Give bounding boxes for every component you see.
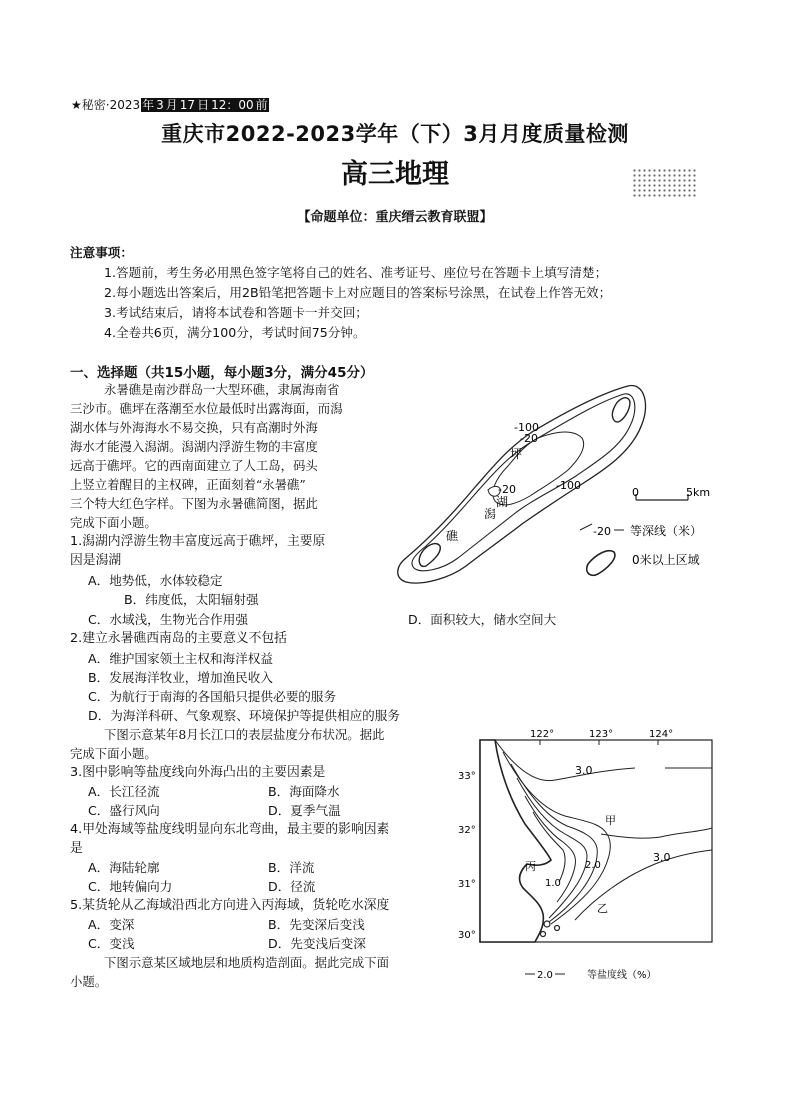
q5-option-c: C．变浅 (88, 936, 135, 951)
isohaline-label: 3.0 (653, 851, 671, 864)
q4-option-c: C．地转偏向力 (88, 879, 173, 894)
q3-option-c: C．盛行风向 (88, 803, 160, 818)
note-item: 4.全卷共6页，满分100分，考试时间75分钟。 (104, 325, 366, 340)
secret-part: ★秘密·2023 (71, 98, 141, 112)
secret-part: 12：00 (211, 98, 254, 112)
question-2-stem: 2.建立永暑礁西南岛的主要意义不包括 (70, 631, 287, 646)
secret-part: 3 (156, 98, 164, 112)
ne-islet (612, 398, 630, 422)
contour-label: -100 (556, 479, 581, 492)
scale-zero: 0 (632, 486, 639, 499)
island (555, 926, 560, 931)
intro-line: 海水才能漫入潟湖。潟湖内浮游生物的丰富度 (70, 439, 318, 454)
q3-option-a: A．长江径流 (88, 784, 160, 799)
secret-part: 月 (165, 98, 178, 112)
question-4-stem (70, 820, 389, 858)
q1-option-c: C．水域浅，生物光合作用强 (88, 612, 248, 627)
author-unit: 【命题单位：重庆缙云教育联盟】 (297, 210, 493, 225)
place-label: 潟 (484, 507, 497, 521)
intro-line: 小题。 (70, 974, 108, 989)
q3-option-b: B．海面降水 (268, 784, 340, 799)
scale-end: 5km (686, 486, 711, 499)
section-title: 一、选择题（共15小题，每小题3分，满分45分） (70, 365, 374, 381)
isohaline-label: 1.0 (545, 878, 561, 889)
lon-label: 123° (589, 729, 614, 740)
legend-area-swatch (587, 551, 615, 576)
confidential-line (70, 97, 269, 113)
note-item: 3.考试结束后，请将本试卷和答题卡一并交回； (104, 305, 368, 320)
lat-label: 30° (458, 930, 476, 941)
place-label: 湖 (496, 495, 509, 509)
secret-part: 17 (179, 98, 196, 112)
place-label: 丙 (525, 860, 536, 873)
intro-line: 下图示意某区域地层和地质构造剖面。据此完成下面 (104, 955, 389, 970)
lat-label: 33° (458, 771, 476, 782)
question-3-stem: 3.图中影响等盐度线向外海凸出的主要因素是 (70, 765, 326, 780)
question-stem-line: 因是潟湖 (70, 553, 122, 568)
intro-line: 三沙市。礁坪在落潮至水位最低时出露海面，而潟 (70, 401, 343, 416)
lon-label: 122° (530, 729, 555, 740)
intro-line: 远高于礁坪。它的西南面建立了人工岛，码头 (70, 458, 318, 473)
q5-option-d: D．先变浅后变深 (268, 936, 366, 951)
intro-paragraph-2 (70, 725, 455, 763)
isohaline-label: 2.0 (585, 860, 601, 871)
q5-option-b: B．先变深后变浅 (268, 917, 365, 932)
legend-area-text: 0米以上区域 (632, 553, 700, 567)
contour-label: -100 (514, 421, 539, 434)
exam-title: 重庆市2022-2023学年（下）3月月度质量检测 (161, 122, 629, 146)
legend-text: 等盐度线（%） (587, 970, 657, 981)
intro-line: 上竖立着醒目的主权碑，正面刻着“永暑礁” (70, 477, 306, 492)
intro-line: 湖水体与外海海水不易交换，只有高潮时外海 (70, 420, 318, 435)
question-5-stem: 5.某货轮从乙海域沿西北方向进入丙海域，货轮吃水深度 (70, 898, 390, 913)
isohaline-label: 3.0 (575, 764, 593, 777)
intro-line: 完成下面小题。 (70, 746, 157, 761)
contour-label: -20 (498, 483, 516, 496)
place-label: 甲 (605, 814, 616, 827)
legend-contour-sample: -20 (593, 525, 611, 538)
secret-part: 年 (142, 98, 155, 112)
legend-contour-line (580, 524, 592, 530)
note-item: 1.答题前，考生务必用黑色签字笔将自己的姓名、准考证号、座位号在答题卡上填写清楚； (104, 265, 608, 280)
question-stem-line: 是 (70, 841, 83, 856)
notes-block (70, 243, 611, 343)
notes-heading: 注意事项： (70, 245, 133, 260)
contour-label: -20 (520, 432, 538, 445)
legend-sample: 2.0 (537, 970, 553, 981)
question-1-stem (70, 532, 325, 570)
q3-option-d: D．夏季气温 (268, 803, 341, 818)
q1-option-b: B．纬度低，太阳辐射强 (124, 592, 259, 607)
q4-option-b: B．洋流 (268, 860, 315, 875)
q2-option-b: B．发展海洋牧业，增加渔民收入 (88, 670, 273, 685)
intro-line: 下图示意某年8月长江口的表层盐度分布状况。据此 (104, 727, 385, 742)
q4-option-a: A．海陆轮廓 (88, 860, 160, 875)
question-stem-line: 1.潟湖内浮游生物丰富度远高于礁坪，主要原 (70, 534, 326, 549)
intro-line: 三个特大红色字样。下图为永暑礁简图，据此 (70, 496, 318, 511)
note-item: 2.每小题选出答案后，用2B铅笔把答题卡上对应题目的答案标号涂黑，在试卷上作答无效； (104, 285, 612, 300)
yangtze-salinity-map (455, 728, 727, 984)
dot-pattern-decoration (632, 168, 698, 198)
lat-label: 32° (458, 825, 476, 836)
lon-label: 124° (649, 729, 674, 740)
q2-option-a: A．维护国家领土主权和海洋权益 (88, 651, 273, 666)
island (541, 932, 546, 937)
q1-option-a: A．地势低，水体较稳定 (88, 573, 223, 588)
q1-option-d: D．面积较大，储水空间大 (408, 612, 557, 627)
place-label: 乙 (597, 902, 608, 915)
secret-part: 日 (197, 98, 210, 112)
intro-paragraph-1 (70, 380, 396, 532)
intro-line: 永暑礁是南沙群岛一大型环礁，隶属海南省 (104, 382, 340, 397)
subject-title: 高三地理 (341, 159, 449, 190)
island (544, 921, 550, 927)
sw-artificial-island (419, 544, 440, 567)
secret-part: 前 (255, 98, 268, 112)
lat-label: 31° (458, 879, 476, 890)
intro-paragraph-3 (70, 953, 455, 991)
place-label: 礁 (446, 529, 459, 543)
q2-option-d: D．为海洋科研、气象观察、环境保护等提供相应的服务 (88, 708, 400, 723)
question-stem-line: 4.甲处海域等盐度线明显向东北弯曲，最主要的影响因素 (70, 822, 390, 837)
yongshu-reef-map (392, 378, 722, 600)
place-label: 坪 (510, 447, 523, 461)
q2-option-c: C．为航行于南海的各国船只提供必要的服务 (88, 689, 337, 704)
q4-option-d: D．径流 (268, 879, 316, 894)
q5-option-a: A．变深 (88, 917, 135, 932)
intro-line: 完成下面小题。 (70, 515, 157, 530)
legend-contour-text: 等深线（米） (630, 524, 703, 538)
